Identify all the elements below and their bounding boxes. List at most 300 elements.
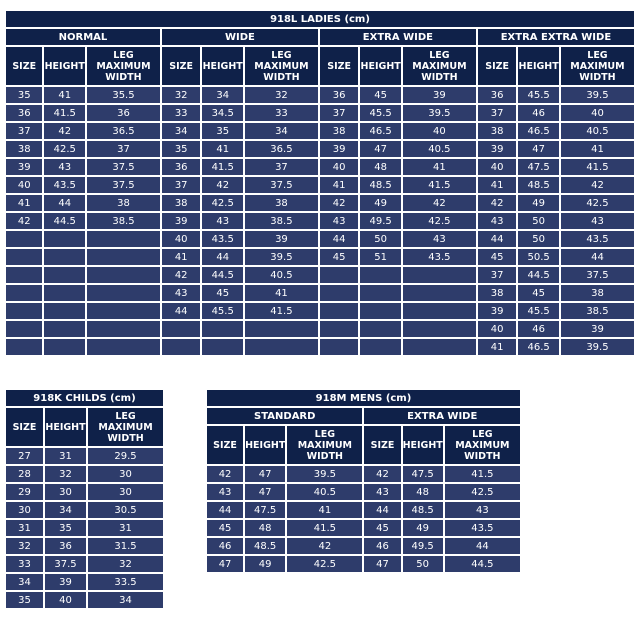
- ladies-column-header: HEIGHT: [360, 47, 401, 85]
- table-cell: 38: [162, 195, 201, 211]
- table-cell: 41: [162, 249, 201, 265]
- table-cell: [360, 321, 401, 337]
- table-cell: 43: [44, 159, 85, 175]
- table-row: [6, 231, 634, 247]
- table-cell: 48.5: [360, 177, 401, 193]
- ladies-table-title: 918L LADIES (cm): [6, 11, 634, 27]
- table-cell: 42.5: [287, 556, 362, 572]
- table-cell: 49: [403, 520, 443, 536]
- table-cell: 37.5: [87, 159, 160, 175]
- table-cell: 48: [360, 159, 401, 175]
- table-cell: [44, 303, 85, 319]
- ladies-column-header: SIZE: [320, 47, 359, 85]
- ladies-column-headers: [6, 47, 634, 85]
- table-cell: 31: [88, 520, 163, 536]
- table-cell: 41.5: [44, 105, 85, 121]
- table-cell: 35: [45, 520, 86, 536]
- table-cell: 48: [403, 484, 443, 500]
- table-cell: 29: [6, 484, 43, 500]
- table-cell: 30: [88, 484, 163, 500]
- table-cell: 44: [207, 502, 243, 518]
- table-cell: 39: [45, 574, 86, 590]
- table-row: [6, 538, 163, 554]
- table-row: [6, 267, 634, 283]
- table-cell: 42: [162, 267, 201, 283]
- table-cell: 43: [445, 502, 520, 518]
- table-cell: 40: [320, 159, 359, 175]
- table-cell: 44.5: [518, 267, 559, 283]
- table-cell: 47: [245, 484, 285, 500]
- table-cell: 40.5: [403, 141, 476, 157]
- table-cell: 36: [6, 105, 42, 121]
- table-cell: 44.5: [44, 213, 85, 229]
- table-row: [6, 177, 634, 193]
- mens-size-table: [205, 388, 522, 574]
- table-cell: 38.5: [561, 303, 634, 319]
- table-cell: 41: [6, 195, 42, 211]
- table-cell: 27: [6, 448, 43, 464]
- ladies-group-extra-extra-wide: EXTRA EXTRA WIDE: [478, 29, 634, 45]
- table-row: [6, 339, 634, 355]
- table-cell: 46: [364, 538, 400, 554]
- table-cell: 45: [207, 520, 243, 536]
- table-cell: 29.5: [88, 448, 163, 464]
- table-row: [6, 285, 634, 301]
- table-cell: 40: [162, 231, 201, 247]
- table-cell: 46.5: [360, 123, 401, 139]
- table-cell: 34: [162, 123, 201, 139]
- table-cell: 38: [478, 123, 517, 139]
- ladies-group-extra-wide: EXTRA WIDE: [320, 29, 476, 45]
- table-cell: [320, 267, 359, 283]
- table-row: [6, 574, 163, 590]
- table-cell: 41: [320, 177, 359, 193]
- table-cell: 30.5: [88, 502, 163, 518]
- table-cell: 44: [445, 538, 520, 554]
- table-cell: 42: [478, 195, 517, 211]
- table-cell: 41: [478, 177, 517, 193]
- table-row: [6, 87, 634, 103]
- table-cell: 43: [162, 285, 201, 301]
- table-cell: 38: [320, 123, 359, 139]
- table-cell: 48.5: [403, 502, 443, 518]
- table-cell: 43.5: [445, 520, 520, 536]
- table-cell: [6, 267, 42, 283]
- table-cell: 48.5: [245, 538, 285, 554]
- table-cell: 37.5: [245, 177, 318, 193]
- table-cell: 42.5: [445, 484, 520, 500]
- table-cell: [162, 339, 201, 355]
- table-cell: 41.5: [561, 159, 634, 175]
- table-cell: 35: [6, 592, 43, 608]
- table-cell: [202, 339, 243, 355]
- table-cell: 50: [403, 556, 443, 572]
- table-cell: 40: [561, 105, 634, 121]
- table-row: [207, 538, 520, 554]
- table-cell: [6, 339, 42, 355]
- table-cell: 50: [518, 213, 559, 229]
- table-cell: 39.5: [245, 249, 318, 265]
- table-row: [207, 556, 520, 572]
- table-cell: 43: [478, 213, 517, 229]
- table-cell: 41.5: [403, 177, 476, 193]
- table-row: [6, 502, 163, 518]
- table-cell: 37: [6, 123, 42, 139]
- mens-column-header: LEG MAXIMUM WIDTH: [445, 426, 520, 464]
- ladies-column-header: SIZE: [478, 47, 517, 85]
- table-cell: [87, 267, 160, 283]
- table-cell: 34: [45, 502, 86, 518]
- table-row: [6, 484, 163, 500]
- table-cell: 36.5: [87, 123, 160, 139]
- table-cell: 44: [478, 231, 517, 247]
- table-cell: 39: [245, 231, 318, 247]
- table-cell: 48.5: [518, 177, 559, 193]
- table-cell: 34: [88, 592, 163, 608]
- table-cell: 50: [360, 231, 401, 247]
- table-cell: 40.5: [561, 123, 634, 139]
- table-cell: 47.5: [403, 466, 443, 482]
- table-cell: 28: [6, 466, 43, 482]
- table-cell: 38.5: [87, 213, 160, 229]
- table-cell: [44, 231, 85, 247]
- table-cell: [44, 285, 85, 301]
- table-cell: [320, 321, 359, 337]
- mens-table-body: [207, 466, 520, 572]
- table-cell: 46.5: [518, 339, 559, 355]
- table-cell: 45: [360, 87, 401, 103]
- table-row: [6, 321, 634, 337]
- mens-group-extra-wide: EXTRA WIDE: [364, 408, 520, 424]
- table-cell: 45.5: [518, 87, 559, 103]
- childs-column-header: HEIGHT: [45, 408, 86, 446]
- mens-column-header: LEG MAXIMUM WIDTH: [287, 426, 362, 464]
- table-cell: 39: [403, 87, 476, 103]
- table-cell: 43: [320, 213, 359, 229]
- table-cell: 37: [87, 141, 160, 157]
- table-cell: 42: [364, 466, 400, 482]
- table-cell: 34.5: [202, 105, 243, 121]
- table-cell: 37.5: [561, 267, 634, 283]
- table-cell: 40: [45, 592, 86, 608]
- table-cell: 50: [518, 231, 559, 247]
- table-cell: 44: [364, 502, 400, 518]
- ladies-column-header: SIZE: [162, 47, 201, 85]
- table-cell: 45: [478, 249, 517, 265]
- table-cell: 42: [207, 466, 243, 482]
- table-cell: 45: [320, 249, 359, 265]
- table-cell: 47: [364, 556, 400, 572]
- table-cell: 42.5: [561, 195, 634, 211]
- table-cell: 45.5: [360, 105, 401, 121]
- table-cell: 44.5: [202, 267, 243, 283]
- table-cell: 39.5: [561, 339, 634, 355]
- table-cell: 36: [162, 159, 201, 175]
- table-cell: 32: [88, 556, 163, 572]
- table-cell: 38: [87, 195, 160, 211]
- table-cell: 36: [478, 87, 517, 103]
- table-cell: 40.5: [287, 484, 362, 500]
- table-cell: [6, 231, 42, 247]
- table-cell: 40: [478, 159, 517, 175]
- table-cell: [360, 303, 401, 319]
- mens-column-header: HEIGHT: [245, 426, 285, 464]
- table-cell: [360, 285, 401, 301]
- table-cell: 51: [360, 249, 401, 265]
- table-cell: 44: [320, 231, 359, 247]
- mens-group-standard: STANDARD: [207, 408, 362, 424]
- table-cell: 31: [45, 448, 86, 464]
- table-cell: 31: [6, 520, 43, 536]
- table-cell: 40: [478, 321, 517, 337]
- table-row: [6, 123, 634, 139]
- mens-column-header: SIZE: [207, 426, 243, 464]
- ladies-column-header: LEG MAXIMUM WIDTH: [87, 47, 160, 85]
- table-cell: 49: [360, 195, 401, 211]
- table-cell: 45: [364, 520, 400, 536]
- table-cell: 50.5: [518, 249, 559, 265]
- table-cell: 49: [245, 556, 285, 572]
- table-cell: 44: [162, 303, 201, 319]
- table-cell: 41.5: [245, 303, 318, 319]
- table-row: [6, 249, 634, 265]
- table-row: [6, 213, 634, 229]
- mens-table-title: 918M MENS (cm): [207, 390, 520, 406]
- table-cell: 45.5: [202, 303, 243, 319]
- table-cell: [6, 249, 42, 265]
- table-cell: 37: [245, 159, 318, 175]
- table-cell: 39.5: [287, 466, 362, 482]
- table-cell: 39: [561, 321, 634, 337]
- table-cell: 49.5: [403, 538, 443, 554]
- table-cell: [320, 285, 359, 301]
- table-row: [6, 303, 634, 319]
- table-cell: 49: [518, 195, 559, 211]
- table-row: [6, 159, 634, 175]
- table-cell: 46: [207, 538, 243, 554]
- table-cell: [87, 285, 160, 301]
- childs-size-table: [4, 388, 165, 610]
- table-cell: 34: [245, 123, 318, 139]
- ladies-table-body: [6, 87, 634, 355]
- ladies-column-header: HEIGHT: [202, 47, 243, 85]
- table-cell: 42: [403, 195, 476, 211]
- table-cell: 38: [561, 285, 634, 301]
- table-row: [6, 556, 163, 572]
- table-cell: 42: [561, 177, 634, 193]
- childs-column-header: LEG MAXIMUM WIDTH: [88, 408, 163, 446]
- table-cell: 37: [478, 105, 517, 121]
- table-cell: 39: [6, 159, 42, 175]
- table-cell: 44: [561, 249, 634, 265]
- childs-column-header: SIZE: [6, 408, 43, 446]
- table-cell: 40.5: [245, 267, 318, 283]
- table-cell: 49.5: [360, 213, 401, 229]
- table-cell: [44, 339, 85, 355]
- table-cell: 36: [87, 105, 160, 121]
- table-cell: 48: [245, 520, 285, 536]
- table-row: [207, 502, 520, 518]
- table-cell: 42: [44, 123, 85, 139]
- table-cell: 37.5: [87, 177, 160, 193]
- table-cell: 30: [45, 484, 86, 500]
- table-cell: 46: [518, 105, 559, 121]
- table-cell: 33: [6, 556, 43, 572]
- table-cell: 39.5: [561, 87, 634, 103]
- table-cell: 32: [245, 87, 318, 103]
- table-cell: 41: [478, 339, 517, 355]
- table-cell: [360, 339, 401, 355]
- table-cell: 39.5: [403, 105, 476, 121]
- table-cell: 47: [360, 141, 401, 157]
- table-cell: 43: [403, 231, 476, 247]
- table-cell: 40: [403, 123, 476, 139]
- table-cell: 43.5: [403, 249, 476, 265]
- table-cell: 43.5: [561, 231, 634, 247]
- table-cell: 39: [478, 141, 517, 157]
- table-cell: [6, 285, 42, 301]
- table-cell: [320, 303, 359, 319]
- table-cell: 43: [207, 484, 243, 500]
- table-cell: 42.5: [202, 195, 243, 211]
- table-cell: 39: [162, 213, 201, 229]
- table-cell: 31.5: [88, 538, 163, 554]
- table-cell: 47: [518, 141, 559, 157]
- table-cell: [360, 267, 401, 283]
- table-cell: [320, 339, 359, 355]
- table-cell: [44, 249, 85, 265]
- table-cell: 41.5: [445, 466, 520, 482]
- table-cell: 32: [45, 466, 86, 482]
- table-cell: 39: [320, 141, 359, 157]
- table-cell: 38: [6, 141, 42, 157]
- table-cell: 35: [6, 87, 42, 103]
- table-cell: 33: [162, 105, 201, 121]
- table-cell: 43: [202, 213, 243, 229]
- table-cell: 32: [162, 87, 201, 103]
- table-cell: 43.5: [44, 177, 85, 193]
- ladies-column-header: LEG MAXIMUM WIDTH: [403, 47, 476, 85]
- table-cell: 37.5: [45, 556, 86, 572]
- table-cell: 45: [518, 285, 559, 301]
- table-cell: 39: [478, 303, 517, 319]
- table-cell: 41: [287, 502, 362, 518]
- table-cell: 41: [44, 87, 85, 103]
- childs-table-body: [6, 448, 163, 608]
- ladies-group-normal: NORMAL: [6, 29, 160, 45]
- table-cell: 43: [561, 213, 634, 229]
- table-cell: [403, 321, 476, 337]
- table-cell: 37: [320, 105, 359, 121]
- table-cell: 30: [6, 502, 43, 518]
- table-cell: 34: [6, 574, 43, 590]
- table-cell: 46.5: [518, 123, 559, 139]
- mens-column-header: SIZE: [364, 426, 400, 464]
- table-cell: [6, 321, 42, 337]
- table-cell: [6, 303, 42, 319]
- table-cell: [87, 321, 160, 337]
- table-row: [6, 448, 163, 464]
- table-cell: 36: [45, 538, 86, 554]
- table-cell: 38.5: [245, 213, 318, 229]
- table-cell: 42: [202, 177, 243, 193]
- mens-column-headers: [207, 426, 520, 464]
- table-cell: 44: [44, 195, 85, 211]
- table-cell: 43.5: [202, 231, 243, 247]
- childs-column-headers: [6, 408, 163, 446]
- table-cell: [403, 303, 476, 319]
- table-cell: 44.5: [445, 556, 520, 572]
- table-row: [6, 105, 634, 121]
- table-cell: 46: [518, 321, 559, 337]
- table-cell: 33: [245, 105, 318, 121]
- table-cell: 42: [320, 195, 359, 211]
- table-cell: [403, 339, 476, 355]
- table-cell: [403, 285, 476, 301]
- ladies-column-header: HEIGHT: [518, 47, 559, 85]
- table-cell: 41.5: [287, 520, 362, 536]
- table-row: [6, 592, 163, 608]
- table-cell: 42: [6, 213, 42, 229]
- table-cell: 38: [245, 195, 318, 211]
- ladies-size-table: [4, 9, 636, 357]
- table-cell: 35.5: [87, 87, 160, 103]
- table-cell: 37: [162, 177, 201, 193]
- table-cell: [87, 231, 160, 247]
- table-row: [6, 141, 634, 157]
- ladies-column-header: SIZE: [6, 47, 42, 85]
- ladies-column-header: LEG MAXIMUM WIDTH: [245, 47, 318, 85]
- table-cell: 41: [561, 141, 634, 157]
- table-cell: 38: [478, 285, 517, 301]
- table-cell: 34: [202, 87, 243, 103]
- table-cell: 32: [6, 538, 43, 554]
- table-cell: 47.5: [518, 159, 559, 175]
- table-row: [207, 466, 520, 482]
- table-cell: 35: [202, 123, 243, 139]
- table-row: [6, 520, 163, 536]
- table-cell: 37: [478, 267, 517, 283]
- table-cell: 45: [202, 285, 243, 301]
- table-cell: 44: [202, 249, 243, 265]
- table-cell: 33.5: [88, 574, 163, 590]
- table-cell: [87, 303, 160, 319]
- table-cell: 45.5: [518, 303, 559, 319]
- table-cell: [403, 267, 476, 283]
- table-row: [6, 466, 163, 482]
- table-cell: 30: [88, 466, 163, 482]
- table-cell: 36.5: [245, 141, 318, 157]
- table-cell: 42.5: [403, 213, 476, 229]
- childs-table-title: 918K CHILDS (cm): [6, 390, 163, 406]
- mens-column-header: HEIGHT: [403, 426, 443, 464]
- table-cell: 41: [245, 285, 318, 301]
- table-cell: 42.5: [44, 141, 85, 157]
- table-cell: 47.5: [245, 502, 285, 518]
- table-cell: [87, 339, 160, 355]
- table-cell: [44, 321, 85, 337]
- table-cell: 41: [403, 159, 476, 175]
- table-row: [207, 484, 520, 500]
- table-cell: 42: [287, 538, 362, 554]
- ladies-group-wide: WIDE: [162, 29, 318, 45]
- table-row: [6, 195, 634, 211]
- ladies-column-header: LEG MAXIMUM WIDTH: [561, 47, 634, 85]
- table-cell: 43: [364, 484, 400, 500]
- table-cell: 36: [320, 87, 359, 103]
- table-cell: 47: [245, 466, 285, 482]
- table-row: [207, 520, 520, 536]
